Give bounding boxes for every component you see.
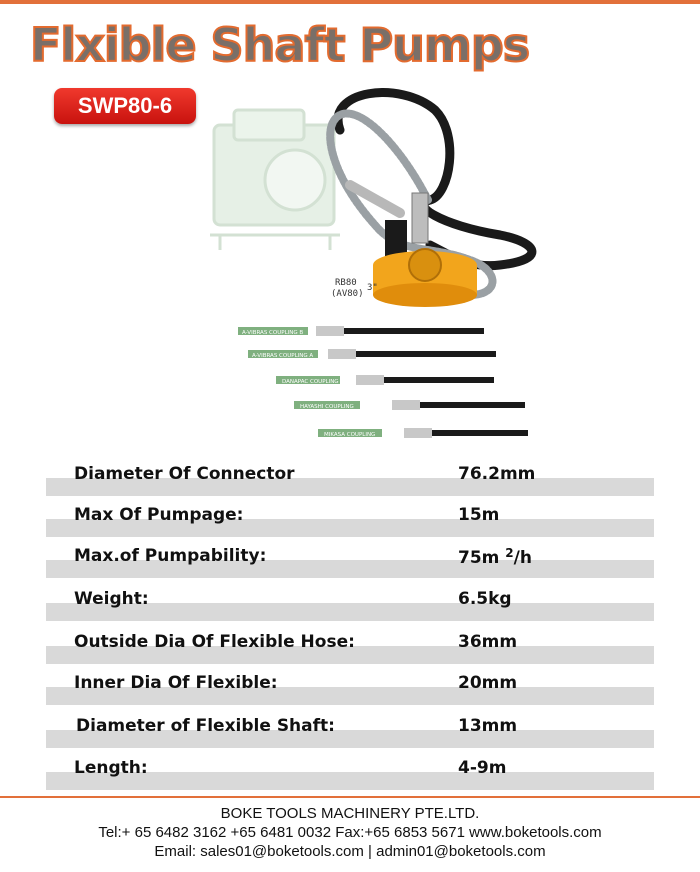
- size-note-label: 3": [367, 283, 378, 293]
- spec-row: [0, 667, 700, 707]
- spec-label: Weight:: [74, 589, 149, 609]
- spec-value: 20mm: [458, 673, 518, 693]
- spec-value: 15m: [458, 505, 500, 525]
- coupling-row-5: [318, 428, 528, 438]
- coupling-row-3: [276, 375, 494, 385]
- coupling-row-1: [238, 326, 484, 336]
- model-alt-label: (AV80): [331, 289, 364, 299]
- spec-value: 36mm: [458, 632, 518, 652]
- spec-value: 75m $^2$/h: [458, 546, 532, 568]
- coupling-label-2: A-VIBRAS COUPLING A: [252, 353, 314, 359]
- spec-row: [0, 458, 700, 498]
- top-accent-rule: [0, 0, 700, 4]
- page-title: Flxible Shaft Pumps: [30, 18, 530, 72]
- coupling-label-4: HAYASHI COUPLING: [300, 404, 354, 410]
- model-badge: SWP80-6: [54, 88, 196, 124]
- coupling-label-1: A-VIBRAS COUPLING B: [242, 330, 304, 336]
- coupling-row-4: [294, 400, 525, 410]
- spec-label: Length:: [74, 758, 148, 778]
- contact-line: Tel:+ 65 6482 3162 +65 6481 0032 Fax:+65 6853 5671 www.boketools.com: [98, 824, 602, 841]
- spec-row: [0, 540, 700, 580]
- company-name: BOKE TOOLS MACHINERY PTE.LTD.: [220, 805, 480, 822]
- spec-row: [0, 626, 700, 666]
- spec-row: [0, 710, 700, 750]
- spec-row: [0, 583, 700, 623]
- coupling-label-3: DANAPAC COUPLING: [282, 379, 339, 385]
- spec-value: 4-9m: [458, 758, 507, 778]
- spec-value: 13mm: [458, 716, 518, 736]
- engine-illustration: [210, 110, 340, 250]
- product-image: [200, 85, 545, 450]
- spec-label: Outside Dia Of Flexible Hose:: [74, 632, 355, 652]
- spec-label: Diameter of Flexible Shaft:: [76, 716, 335, 736]
- coupling-row-2: [248, 349, 496, 359]
- spec-label: Max Of Pumpage:: [74, 505, 244, 525]
- spec-label: Diameter Of Connector: [74, 464, 295, 484]
- spec-row: [0, 499, 700, 539]
- spec-label: Inner Dia Of Flexible:: [74, 673, 278, 693]
- spec-label: Max.of Pumpability:: [74, 546, 267, 566]
- spec-row: [0, 752, 700, 792]
- footer-accent-rule: [0, 796, 700, 798]
- spec-value: 76.2mm: [458, 464, 536, 484]
- coupling-list: [238, 326, 528, 438]
- spec-value: 6.5kg: [458, 589, 512, 609]
- footer: [0, 804, 700, 861]
- email-line: Email: sales01@boketools.com | admin01@boketools.com: [154, 843, 546, 860]
- coupling-label-5: MIKASA COUPLING: [324, 432, 376, 438]
- model-code-label: RB80: [335, 278, 357, 288]
